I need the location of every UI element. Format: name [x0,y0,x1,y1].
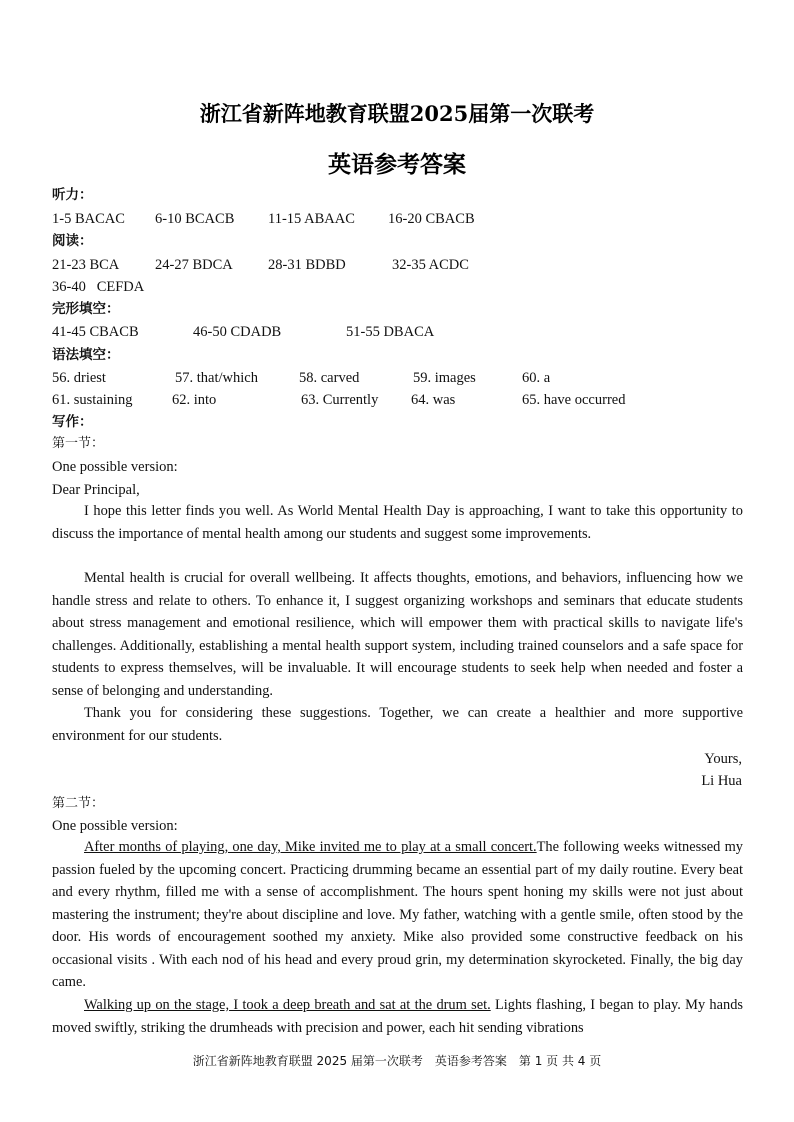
cloze-label: 完形填空： [52,301,120,317]
writing-part1-label: 第一节： [52,436,105,451]
letter-signature: Li Hua [701,773,742,789]
story-text: The following weeks witnessed my passion fueled by the upcoming concert. Practicing drumming became an essential part of my daily routine. Every beat and every rhythm, filled me with a sense of accomplishment. The hours spent honing my skills were not just about mastering the instrument; they're about discipline and love. My father, watching with a gentle smile, often stood by the door. His words of encouragement soothed my anxiety. Mike also provided some constructive feedback on his occasional visits . With each nod of his head and every proud grin, my determination skyrocketed. Finally, the big day came. [52,839,743,990]
letter-paragraph: Thank you for considering these suggestions. Together, we can create a healthier and more supportive environment for our students. [52,705,743,744]
grammar-answer: 63. Currently [301,392,379,408]
given-opening-sentence: After months of playing, one day, Mike invited me to play at a small concert. [84,839,537,855]
version-label: One possible version: [52,818,178,834]
listening-answer: 16-20 CBACB [388,211,475,227]
grammar-answer: 64. was [411,392,456,408]
grammar-answer: 60. a [522,370,551,386]
letter-paragraph: Mental health is crucial for overall wellbeing. It affects thoughts, emotions, and behaviors, influencing how we handle stress and relate to others. To enhance it, I suggest organizing workshops and seminars that educate students about stress management and emotional resilience, which will empower them with practical skills to navigate life's challenges. Additionally, establishing a mental health support system, including trained counselors and a safe space for students to express themselves, will be invaluable. It will encourage students to seek help when needed and foster a sense of belonging and understanding. [52,570,743,699]
grammar-answer: 62. into [172,392,217,408]
reading-label: 阅读： [52,233,93,249]
listening-answer: 11-15 ABAAC [268,211,355,227]
grammar-answer: 57. that/which [175,370,258,386]
reading-answer: 21-23 BCA [52,257,120,273]
grammar-answer: 61. sustaining [52,392,133,408]
page-subtitle: 英语参考答案 [328,151,466,178]
listening-answer: 1-5 BACAC [52,211,125,227]
letter-paragraph: I hope this letter finds you well. As World Mental Health Day is approaching, I want to take this opportunity to discuss the importance of mental health among our students and suggest some improvements. [52,503,743,542]
story-paragraph [52,836,743,994]
cloze-answer: 46-50 CDADB [193,324,282,340]
cloze-answer: 51-55 DBACA [346,324,435,340]
page-footer: 浙江省新阵地教育联盟 2025 届第一次联考 英语参考答案 第 1 页 共 4 页 [192,1054,602,1068]
letter-greeting: Dear Principal, [52,482,140,498]
listening-label: 听力： [52,187,93,203]
story-paragraph [52,994,743,1039]
grammar-answer: 56. driest [52,370,106,386]
listening-answer: 6-10 BCACB [155,211,235,227]
writing-label: 写作： [52,414,93,430]
reading-answer: 28-31 BDBD [268,257,346,273]
cloze-answer: 41-45 CBACB [52,324,139,340]
reading-answer: 24-27 BDCA [155,257,233,273]
letter-closing: Yours, [704,751,742,767]
version-label: One possible version: [52,459,178,475]
story-text: Lights flashing, I began to play. My hands moved swiftly, striking the drumheads with precision and power, each hit sending vibrations [52,997,743,1036]
grammar-answer: 58. carved [299,370,360,386]
reading-answer: 36-40 CEFDA [52,279,145,295]
reading-answer: 32-35 ACDC [392,257,469,273]
grammar-label: 语法填空： [52,347,120,363]
page-title: 浙江省新阵地教育联盟2025届第一次联考 [199,101,595,126]
writing-part2-label: 第二节： [52,796,105,811]
grammar-answer: 65. have occurred [522,392,626,408]
grammar-answer: 59. images [413,370,476,386]
given-opening-sentence: Walking up on the stage, I took a deep breath and sat at the drum set. [84,997,491,1013]
